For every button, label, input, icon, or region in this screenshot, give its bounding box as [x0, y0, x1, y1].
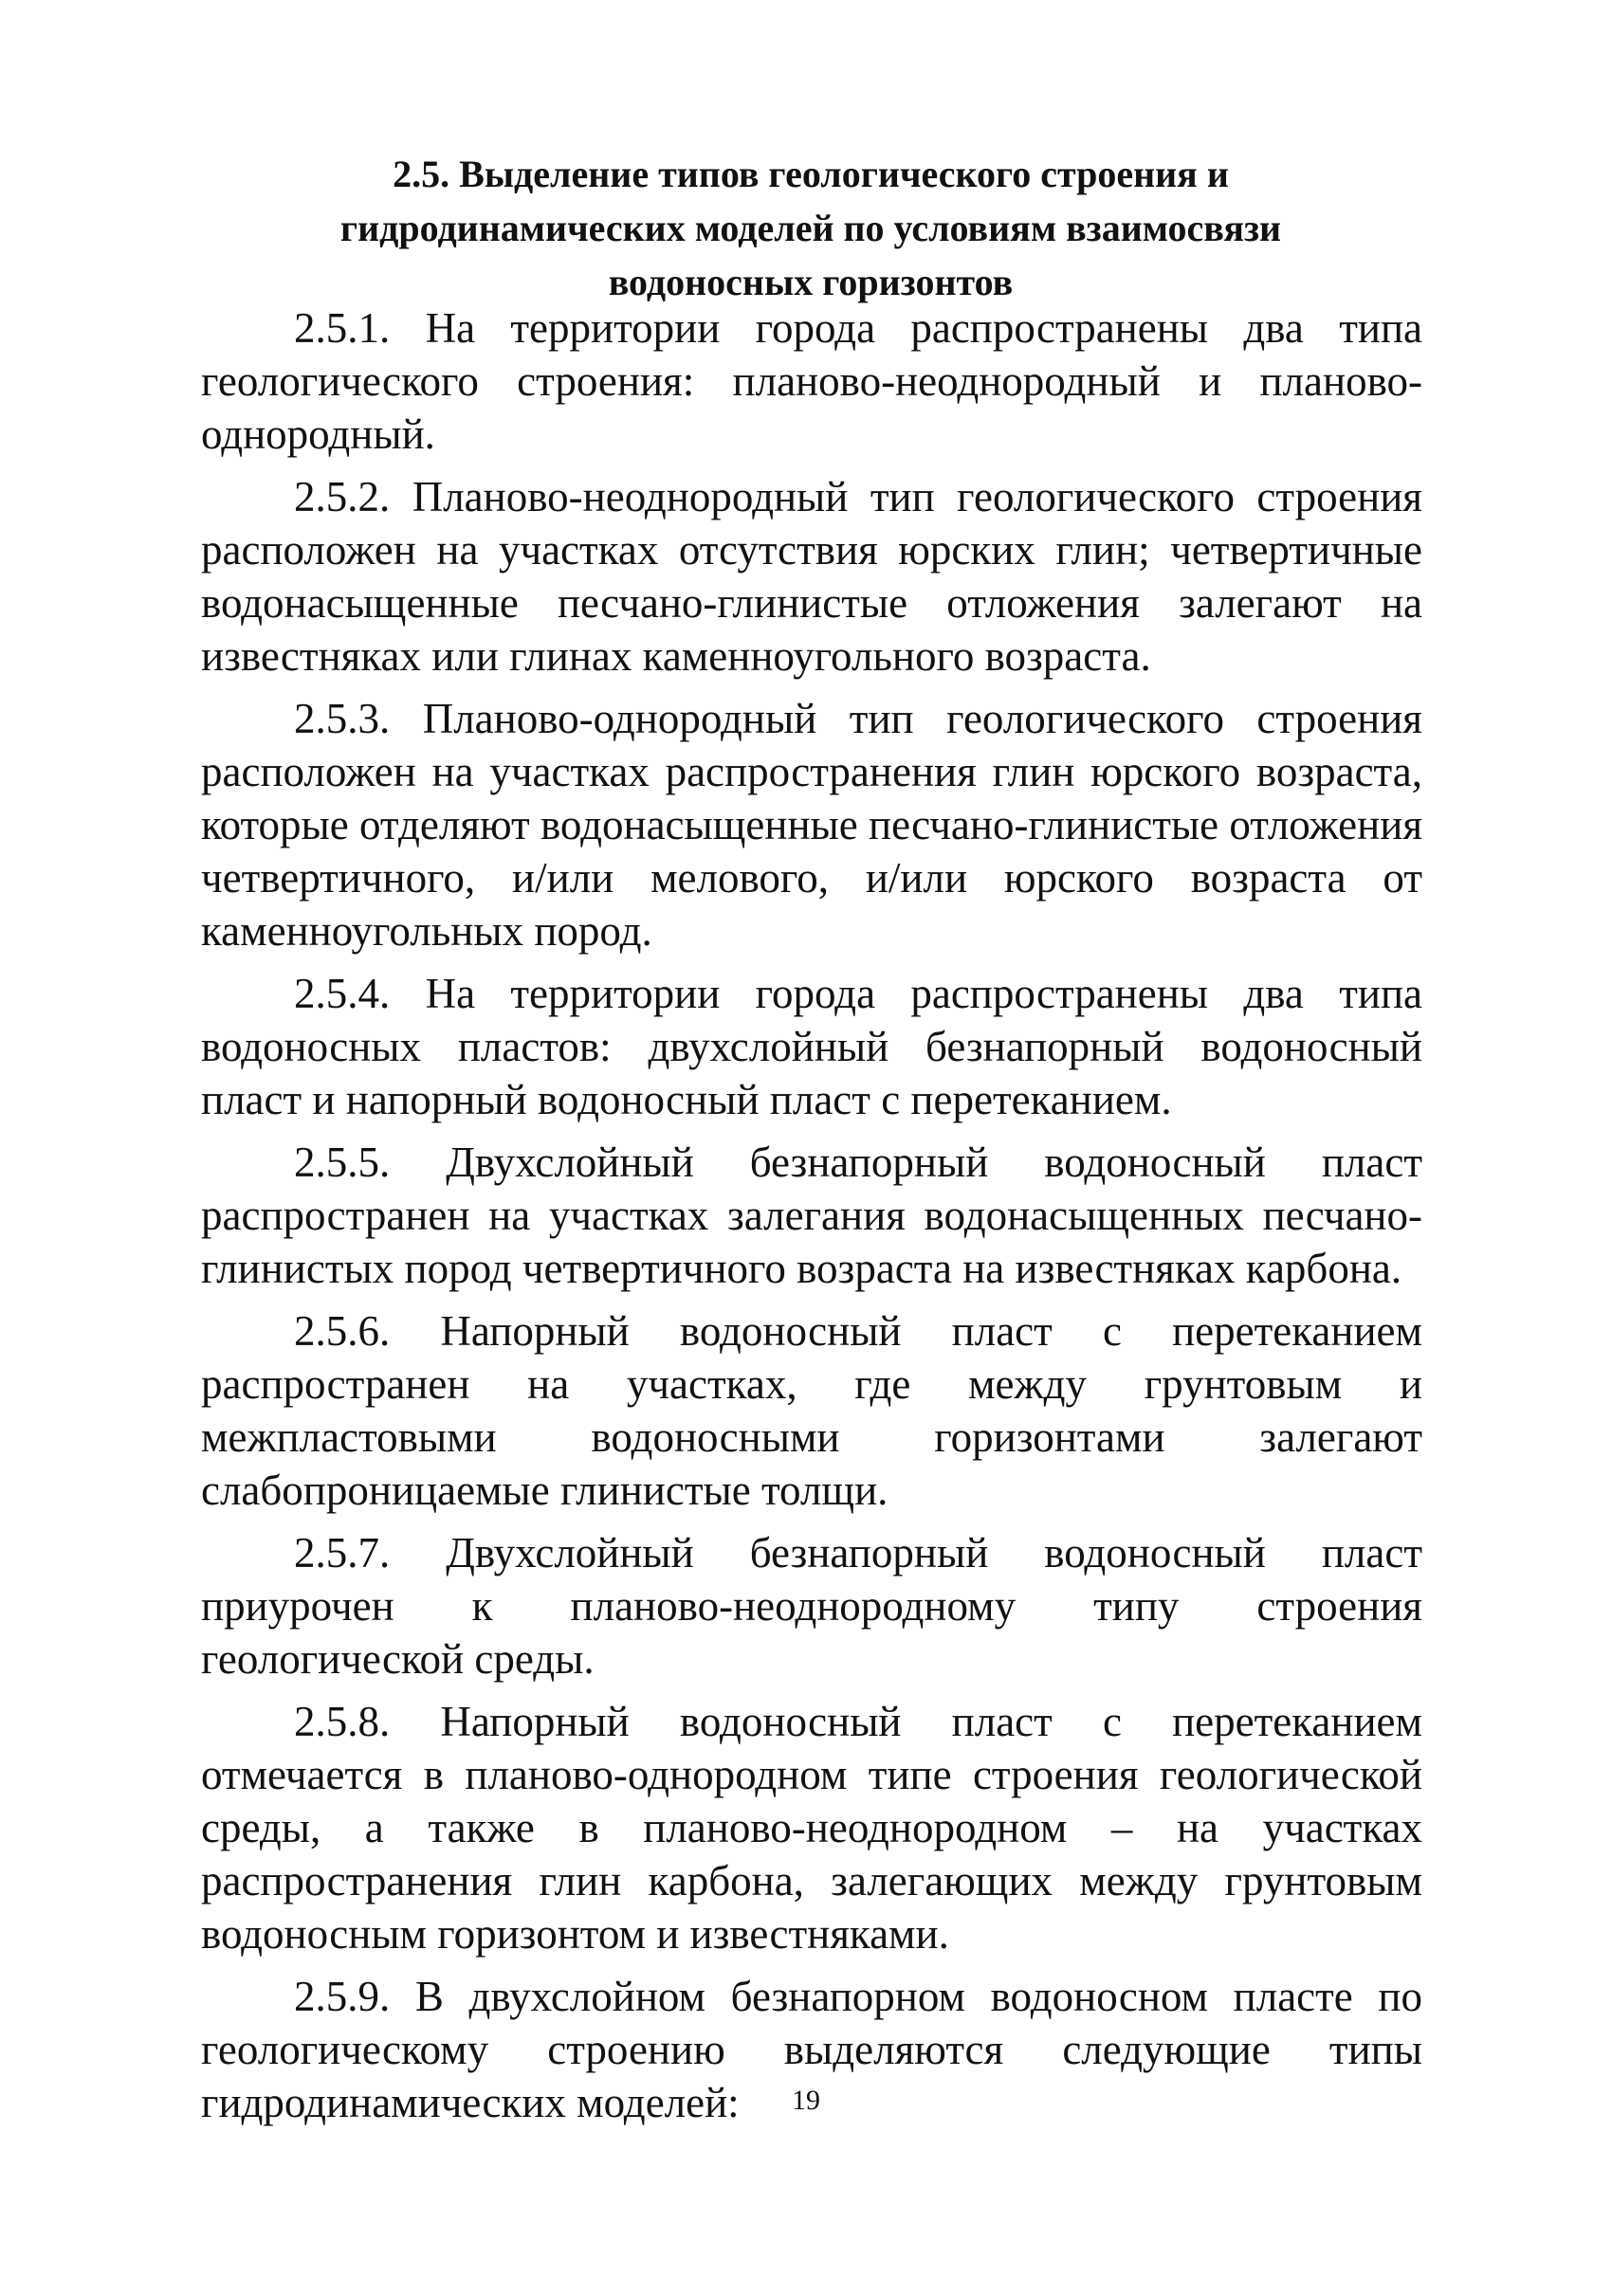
page-number: 19	[792, 2085, 820, 2116]
paragraph-2-5-7: 2.5.7. Двухслойный безнапорный водоносный пласт приурочен к планово-неоднородному типу строения геологической среды.	[201, 1529, 1422, 1683]
paragraph-2-5-8: 2.5.8. Напорный водоносный пласт с перетеканием отмечается в планово-однородном типе строения геологической среды, а также в планово-неоднородном – на участках распространения глин карбона, залегающих между грунтовым водоносным горизонтом и известняками.	[201, 1698, 1422, 1958]
section-heading-line-3: водоносных горизонтов	[608, 261, 1014, 303]
paragraph-2-5-5: 2.5.5. Двухслойный безнапорный водоносный пласт распространен на участках залегания водонасыщенных песчано-глинистых пород четвертичного возраста на известняках карбона.	[201, 1139, 1422, 1292]
paragraph-2-5-6: 2.5.6. Напорный водоносный пласт с перетеканием распространен на участках, где между грунтовым и межпластовыми водоносными горизонтами залегают слабопроницаемые глинистые толщи.	[201, 1307, 1422, 1514]
body-text	[201, 301, 1422, 2139]
paragraph-2-5-4: 2.5.4. На территории города распространены два типа водоносных пластов: двухслойный безнапорный водоносный пласт и напорный водоносный пласт с перетеканием.	[201, 970, 1422, 1123]
section-heading-line-1: 2.5. Выделение типов геологического строения и	[393, 153, 1229, 195]
section-heading	[199, 147, 1422, 309]
paragraph-2-5-3: 2.5.3. Планово-однородный тип геологического строения расположен на участках распространения глин юрского возраста, которые отделяют водонасыщенные песчано-глинистые отложения четвертичного, и/или мелового, и/или юрского возраста от каменноугольных пород.	[201, 695, 1423, 955]
section-heading-line-2: гидродинамических моделей по условиям взаимосвязи	[339, 207, 1282, 249]
paragraph-2-5-2: 2.5.2. Планово-неоднородный тип геологического строения расположен на участках отсутствия юрских глин; четвертичные водонасыщенные песчано-глинистые отложения залегают на известняках или глинах каменноугольного возраста.	[201, 473, 1422, 680]
paragraph-2-5-1: 2.5.1. На территории города распространены два типа геологического строения: планово-неоднородный и планово-однородный.	[201, 304, 1422, 458]
paragraph-2-5-9: 2.5.9. В двухслойном безнапорном водоносном пласте по геологическому строению выделяются следующие типы гидродинамических моделей:	[201, 1973, 1422, 2126]
